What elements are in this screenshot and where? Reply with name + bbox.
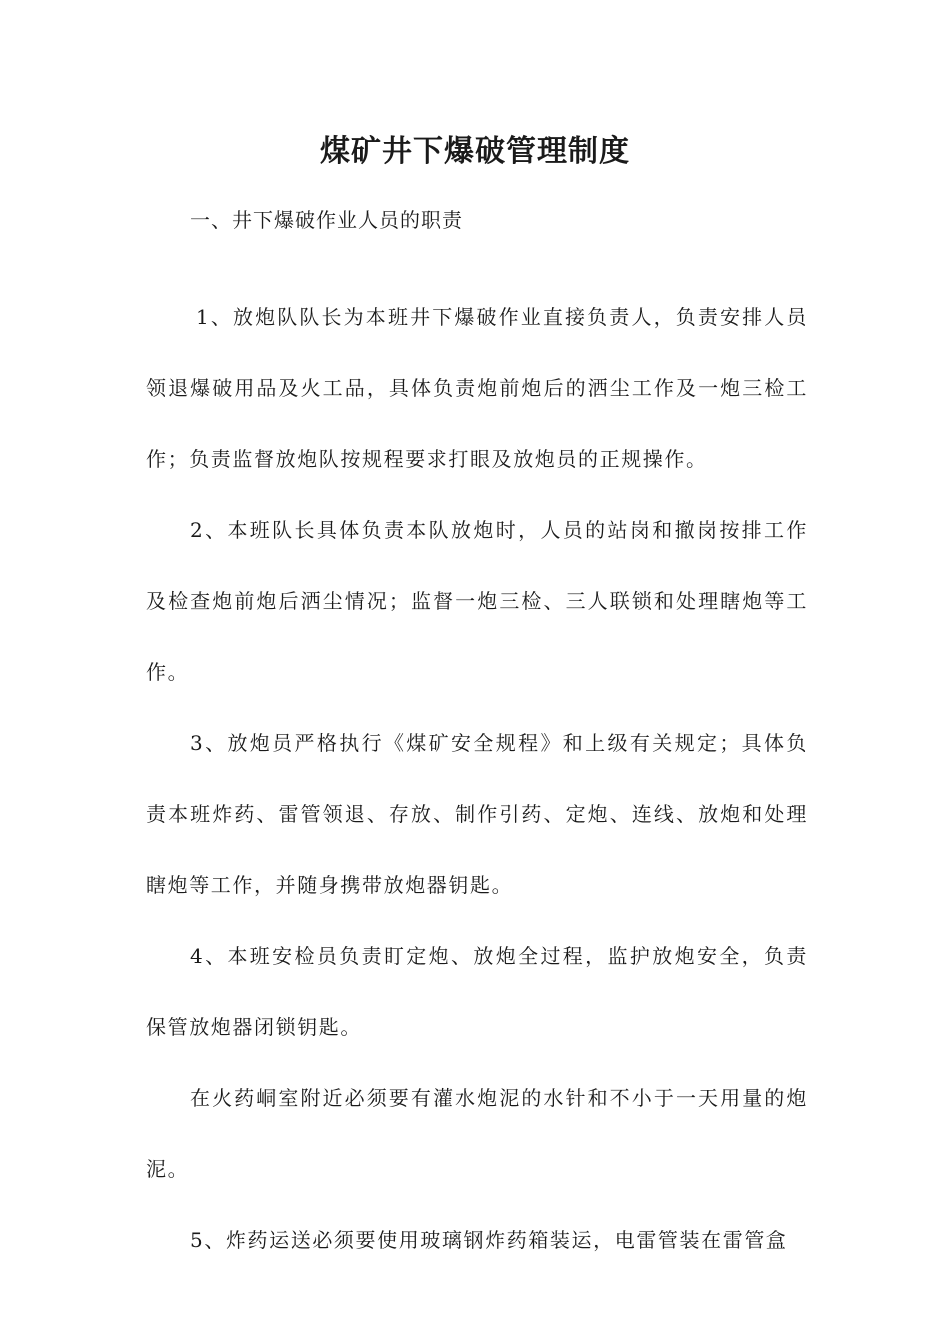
paragraph-3: 3、放炮员严格执行《煤矿安全规程》和上级有关规定；具体负责本班炸药、雷管领退、存放、制作引药、定炮、连线、放炮和处理瞎炮等工作，并随身携带放炮器钥匙。 (146, 731, 808, 897)
paragraph-6: 5、炸药运送必须要使用玻璃钢炸药箱装运，电雷管装在雷管盒 (190, 1228, 788, 1252)
document-title: 煤矿井下爆破管理制度 (320, 134, 630, 169)
paragraph-2: 2、本班队长具体负责本队放炮时，人员的站岗和撤岗按排工作及检查炮前炮后洒尘情况；监督一炮三检、三人联锁和处理瞎炮等工作。 (146, 518, 808, 684)
document-body (146, 200, 808, 1276)
paragraph-4: 4、本班安检员负责盯定炮、放炮全过程，监护放炮安全，负责保管放炮器闭锁钥匙。 (146, 944, 808, 1039)
section-heading: 一、井下爆破作业人员的职责 (190, 208, 463, 232)
paragraph-1: 1、放炮队队长为本班井下爆破作业直接负责人，负责安排人员领退爆破用品及火工品，具体负责炮前炮后的洒尘工作及一炮三检工作；负责监督放炮队按规程要求打眼及放炮员的正规操作。 (146, 305, 808, 471)
paragraph-5: 在火药峒室附近必须要有灌水炮泥的水针和不小于一天用量的炮泥。 (146, 1086, 808, 1181)
